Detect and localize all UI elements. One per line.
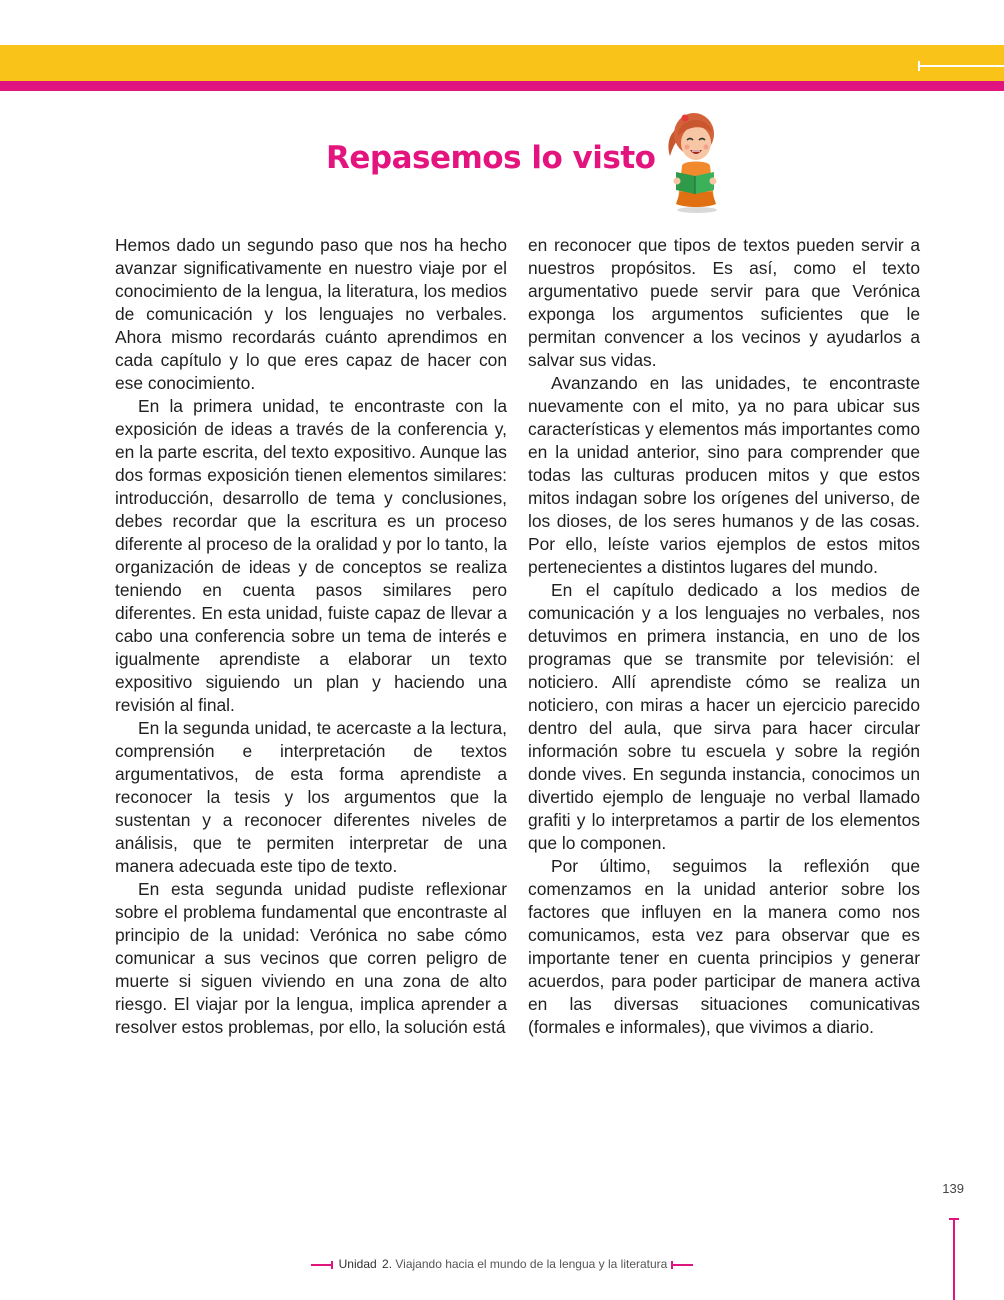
footer-running-title <box>0 1257 1004 1271</box>
footer-unit-label: Unidad <box>338 1257 377 1271</box>
footer-rule-right <box>671 1264 693 1266</box>
paragraph: En la segunda unidad, te acercaste a la lectura, comprensión e interpretación de textos argumentativos, de esta forma aprendiste a reconocer la tesis y los argumentos que la sustentan y a reconocer diferentes niveles de análisis, que te permiten interpretar de una manera adecuada este tipo de texto. <box>115 718 507 876</box>
paragraph: En esta segunda unidad pudiste reflexionar sobre el problema fundamental que encontraste al principio de la unidad: Verónica no sabe cómo comunicar a sus vecinos que corren peligro de muerte si siguen viviendo en una zona de alto riesgo. El viajar por la lengua, implica aprender a resolver estos problemas, por ello, la solución está <box>115 879 507 1037</box>
left-text-column <box>115 234 507 1039</box>
paragraph: Avanzando en las unidades, te encontraste nuevamente con el mito, ya no para ubicar sus características y elementos más importantes como en la unidad anterior, sino para comprender que todas las culturas producen mitos y que estos mitos indagan sobre los orígenes del universo, de los dioses, de los seres humanos y de las cosas. Por ello, leíste varios ejemplos de estos mitos pertenecientes a distintos lugares del mundo. <box>528 373 920 577</box>
girl-reading-book-icon <box>660 110 730 214</box>
paragraph: en reconocer que tipos de textos pueden servir a nuestros propósitos. Es así, como el texto argumentativo puede servir para que Verónica exponga los argumentos suficientes que le permitan convencer a los vecinos y ayudarlos a salvar sus vidas. <box>528 235 920 370</box>
header-band-yellow <box>0 45 1004 81</box>
page-number: 139 <box>942 1181 964 1196</box>
footer-rule-left <box>311 1264 333 1266</box>
paragraph: Hemos dado un segundo paso que nos ha hecho avanzar significativamente en nuestro viaje por el conocimiento de la lengua, la literatura, los medios de comunicación y los lenguajes no verbales. Ahora mismo recordarás cuánto aprendimos en cada capítulo y lo que eres capaz de hacer con ese conocimiento. <box>115 235 507 393</box>
paragraph: En la primera unidad, te encontraste con la exposición de ideas a través de la conferencia y, en la parte escrita, del texto expositivo. Aunque las dos formas exposición tienen elementos similares: introducción, desarrollo de tema y conclusiones, debes recordar que la escritura es un proceso diferente al proceso de la oralidad y por lo tanto, la organización de ideas y de conceptos se realiza teniendo en cuenta pasos similares pero diferentes. En esta unidad, fuiste capaz de llevar a cabo una conferencia sobre un tema de interés e igualmente aprendiste a elaborar un texto expositivo siguiendo un plan y haciendo una revisión al final. <box>115 396 507 715</box>
page-title: Repasemos lo visto <box>326 140 656 176</box>
footer-unit-number: 2. <box>382 1257 393 1271</box>
paragraph: Por último, seguimos la reflexión que comenzamos en la unidad anterior sobre los factores que influyen en la manera como nos comunicamos, esta vez para observar que es importante tener en cuenta principios y generar acuerdos, para poder participar de manera activa en las diversas situaciones comunicativas (formales e informales), que vivimos a diario. <box>528 856 920 1037</box>
header-band-magenta <box>0 81 1004 91</box>
footer-unit-title: Viajando hacia el mundo de la lengua y la literatura <box>395 1257 668 1271</box>
header-band-marker <box>918 65 1004 67</box>
paragraph: En el capítulo dedicado a los medios de comunicación y a los lenguajes no verbales, nos detuvimos en primera instancia, en uno de los programas que se transmite por televisión: el noticiero. Allí aprendiste cómo se realiza un noticiero, con miras a hacer un ejercicio parecido dentro del aula, que sirva para hacer circular información sobre tu escuela y sobre la región donde vives. En segunda instancia, conocimos un divertido ejemplo de lenguaje no verbal llamado grafiti y lo interpretamos a partir de los elementos que lo componen. <box>528 580 920 853</box>
right-text-column <box>528 234 920 1039</box>
